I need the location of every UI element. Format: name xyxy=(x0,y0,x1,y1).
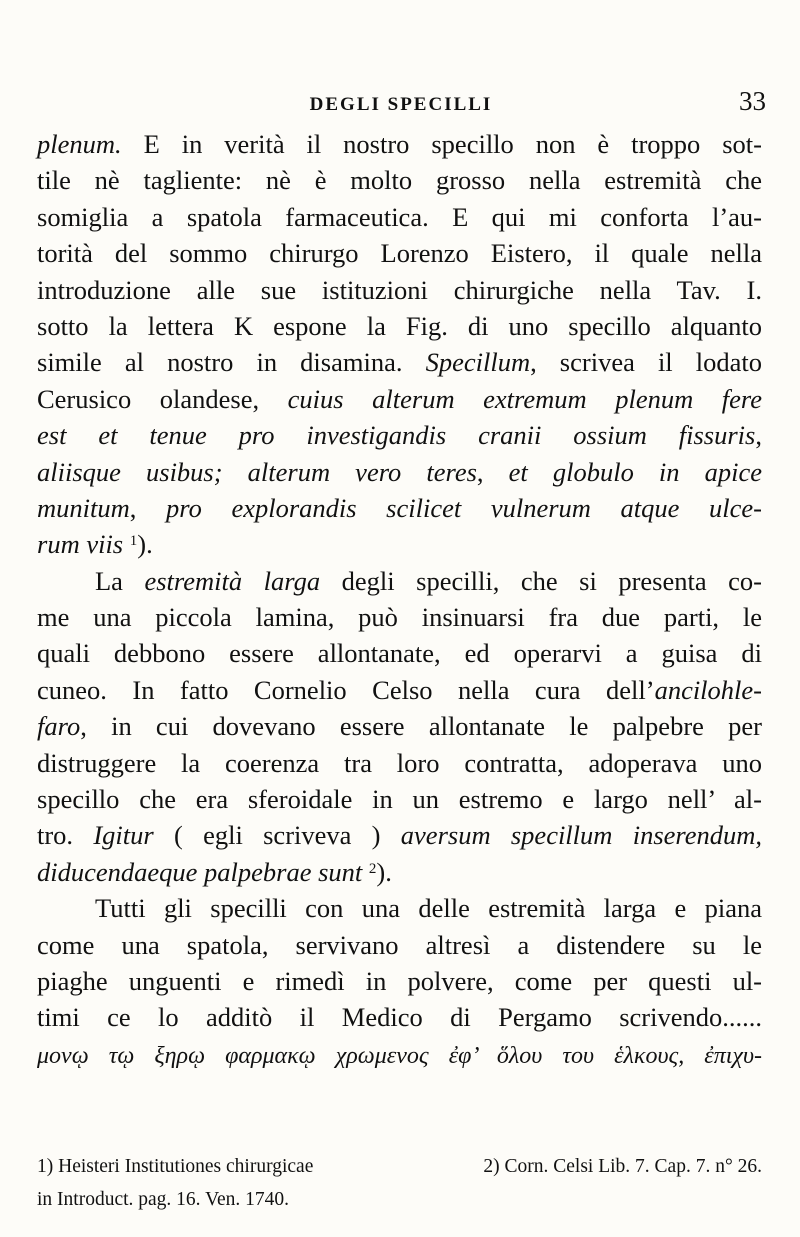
text-run: , in cui dovevano essere allontanate le palpebre per xyxy=(80,711,762,742)
text-run: specillo che era sferoidale in un estremo e largo nell’ al- xyxy=(37,784,762,815)
text-line xyxy=(37,599,762,635)
text-line xyxy=(37,381,762,417)
text-line xyxy=(37,199,762,235)
text-run: degli specilli, che si presenta co- xyxy=(320,565,762,596)
footnote-1 xyxy=(37,1150,437,1216)
text-line xyxy=(37,635,762,671)
body-text xyxy=(37,126,762,1072)
text-line xyxy=(37,999,762,1035)
italic-text: estremità larga xyxy=(144,565,321,596)
running-head xyxy=(36,86,766,126)
text-run: μονῳ τῳ ξηρῳ φαρμακῳ χρωμενος ἐφ’ ὅλου του ἑλκους, ἐπιχυ- xyxy=(37,1042,762,1069)
text-line xyxy=(37,454,762,490)
text-run: me una piccola lamina, può insinuarsi fra due parti, le xyxy=(37,602,762,633)
italic-text: pro explorandis scilicet vulnerum atque ulce- xyxy=(166,492,762,523)
text-run: , scrivea il lodato xyxy=(530,347,763,378)
text-line xyxy=(37,272,762,308)
text-run: Cerusico olandese, xyxy=(37,383,288,414)
text-line xyxy=(37,563,762,599)
italic-text: faro xyxy=(37,711,81,742)
text-line xyxy=(37,126,762,162)
footnote-marker: 2 xyxy=(368,860,377,877)
footnote-line: 2) Corn. Celsi Lib. 7. Cap. 7. n° 26. xyxy=(483,1156,762,1177)
text-run: sotto la lettera K espone la Fig. di uno specillo alquanto xyxy=(37,310,762,341)
text-run: , xyxy=(129,492,166,523)
text-line xyxy=(37,854,762,890)
text-run: introduzione alle sue istituzioni chirurgiche nella Tav. I. xyxy=(37,274,762,305)
text-line xyxy=(37,927,762,963)
text-line xyxy=(37,708,762,744)
text-run: , xyxy=(476,456,509,487)
text-run: tro. xyxy=(37,820,94,851)
text-line xyxy=(37,417,762,453)
text-line xyxy=(37,963,762,999)
text-line xyxy=(37,235,762,271)
footnote-2 xyxy=(432,1150,762,1183)
text-run: , xyxy=(755,420,762,451)
italic-text: Specillum xyxy=(425,347,531,378)
italic-text: cuius alterum extremum plenum fere xyxy=(287,383,762,414)
footnote-marker: 1 xyxy=(129,533,138,550)
text-run: tile nè tagliente: nè è molto grosso nella estremità che xyxy=(37,165,762,196)
italic-text: et globulo in apice xyxy=(508,456,762,487)
italic-text: est et tenue pro investigandis cranii ossium fissuris xyxy=(37,420,756,451)
italic-text: plenum. xyxy=(37,129,122,159)
text-run: distruggere la coerenza tra loro contratta, adoperava uno xyxy=(37,747,762,778)
text-run: simile al nostro in disamina. xyxy=(37,347,426,378)
text-line xyxy=(37,308,762,344)
text-run: piaghe unguenti e rimedì in polvere, come per questi ul- xyxy=(37,965,762,996)
text-run: E in verità il nostro specillo non è troppo sot- xyxy=(121,129,762,159)
italic-text: ancilohle- xyxy=(654,674,762,705)
text-run: cuneo. In fatto Cornelio Celso nella cura dell’ xyxy=(37,674,655,705)
italic-text: munitum xyxy=(37,492,130,523)
text-run: torità del sommo chirurgo Lorenzo Eistero, il quale nella xyxy=(37,238,762,269)
text-line xyxy=(37,344,762,380)
text-line xyxy=(37,526,762,562)
text-line xyxy=(37,1036,762,1072)
running-title: DEGLI SPECILLI xyxy=(309,94,493,115)
text-run: somiglia a spatola farmaceutica. E qui mi conforta l’au- xyxy=(37,201,762,232)
footnote-line: in Introduct. pag. 16. Ven. 1740. xyxy=(37,1189,290,1210)
text-run: come una spatola, servivano altresì a distendere su le xyxy=(37,929,762,960)
text-run: ( egli scriveva ) xyxy=(153,820,401,851)
text-run: ). xyxy=(376,856,392,887)
text-line xyxy=(37,162,762,198)
text-run: La xyxy=(95,565,145,596)
footnote-line: 1) Heisteri Institutiones chirurgicae xyxy=(37,1156,314,1177)
text-line xyxy=(37,490,762,526)
text-line xyxy=(37,817,762,853)
text-run: timi ce lo additò il Medico di Pergamo scrivendo...... xyxy=(37,1002,762,1033)
italic-text: diducendaeque palpebrae sunt xyxy=(37,856,369,887)
text-line xyxy=(37,781,762,817)
italic-text: aversum specillum inserendum, xyxy=(400,820,762,851)
text-run: quali debbono essere allontanate, ed operarvi a guisa di xyxy=(37,638,762,669)
text-line xyxy=(37,745,762,781)
text-run: ). xyxy=(137,529,153,560)
text-run: Tutti gli specilli con una delle estremità larga e piana xyxy=(95,893,762,924)
italic-text: aliisque usibus; alterum vero teres xyxy=(37,456,477,487)
italic-text: rum viis xyxy=(37,529,130,560)
page-number: 33 xyxy=(739,86,766,116)
text-line xyxy=(37,672,762,708)
text-line xyxy=(37,890,762,926)
italic-text: Igitur xyxy=(93,820,154,851)
